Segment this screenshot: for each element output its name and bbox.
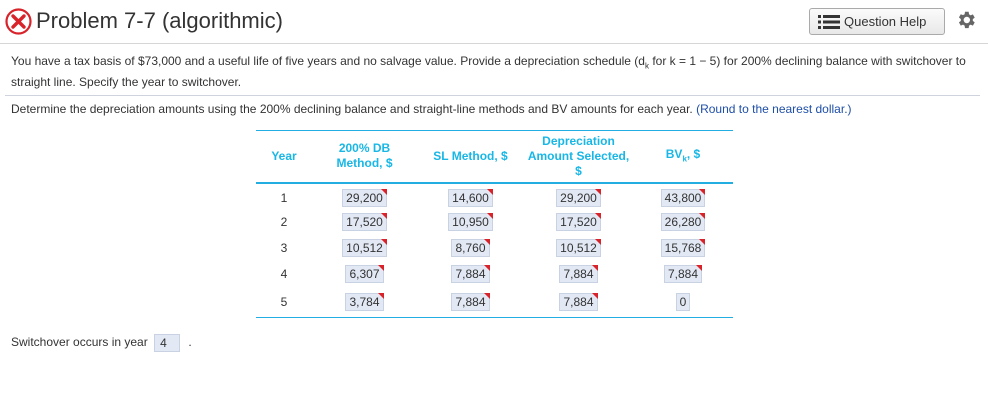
bv-input[interactable]: 7,884 <box>664 265 702 283</box>
header-depreciation-selected: Depreciation Amount Selected, $ <box>524 131 633 183</box>
header-book-value: $BV_k$, $ <box>633 131 733 183</box>
rounding-hint: (Round to the nearest dollar.) <box>696 102 852 116</box>
table-row <box>256 235 733 261</box>
instruction-text <box>11 101 976 118</box>
gear-icon[interactable] <box>955 9 977 31</box>
switchover-label: Switchover occurs in year <box>11 335 148 349</box>
page-title: Problem 7-7 (algorithmic) <box>36 8 283 33</box>
header-year: Year <box>256 131 312 183</box>
table-row <box>256 209 733 235</box>
problem-header <box>0 0 988 44</box>
header-db-method: 200% DB Method, $ <box>312 131 417 183</box>
question-help-label: Question Help <box>844 14 927 29</box>
table-row <box>256 183 733 209</box>
problem-text-part1: You have a tax basis of $73,000 and a useful life of five years and no salvage value. Provide a depreciation schedule (d <box>11 54 645 68</box>
problem-text-part2: for k = 1 − 5) for 200% declining balance with switchover to straight line. Specify the year to switchover. <box>11 54 966 90</box>
dep-selected-input[interactable]: 29,200 <box>556 189 601 207</box>
section-divider <box>5 95 980 96</box>
header-sl-method: SL Method, $ <box>417 131 524 183</box>
bv-input[interactable]: 15,768 <box>661 239 706 257</box>
year-cell: 4 <box>280 266 288 281</box>
year-cell: 5 <box>256 287 312 318</box>
sl-input[interactable]: 8,760 <box>451 239 489 257</box>
table-header-row <box>256 131 733 183</box>
db-input[interactable]: 17,520 <box>342 213 387 231</box>
year-cell: 3 <box>280 240 288 255</box>
db-input[interactable]: 3,784 <box>345 293 383 311</box>
sl-input[interactable]: 10,950 <box>448 213 493 231</box>
sl-input[interactable]: 7,884 <box>451 265 489 283</box>
incorrect-x-icon <box>5 8 32 35</box>
year-cell: 2 <box>280 214 288 229</box>
year-cell: 1 <box>280 190 288 205</box>
sl-input[interactable]: 14,600 <box>448 189 493 207</box>
sl-input[interactable]: 7,884 <box>451 293 489 311</box>
db-input[interactable]: 10,512 <box>342 239 387 257</box>
instruction-main: Determine the depreciation amounts using the 200% declining balance and straight-line methods and BV amounts for each year. <box>11 102 693 116</box>
switchover-year-input[interactable]: 4 <box>154 334 180 352</box>
problem-subscript-k: k <box>644 61 649 71</box>
dep-selected-input[interactable]: 17,520 <box>556 213 601 231</box>
dep-selected-input[interactable]: 7,884 <box>559 265 597 283</box>
bv-input[interactable]: 26,280 <box>661 213 706 231</box>
question-help-button[interactable] <box>809 8 945 35</box>
list-icon <box>818 15 840 29</box>
problem-statement <box>11 53 976 91</box>
switchover-line <box>11 333 192 352</box>
table-row <box>256 287 733 318</box>
depreciation-table <box>256 130 733 318</box>
bv-input[interactable]: 43,800 <box>661 189 706 207</box>
dep-selected-input[interactable]: 10,512 <box>556 239 601 257</box>
db-input[interactable]: 29,200 <box>342 189 387 207</box>
switchover-period: . <box>188 335 192 349</box>
db-input[interactable]: 6,307 <box>345 265 383 283</box>
dep-selected-input[interactable]: 7,884 <box>559 293 597 311</box>
table-row <box>256 261 733 287</box>
bv-input[interactable]: 0 <box>676 293 691 311</box>
